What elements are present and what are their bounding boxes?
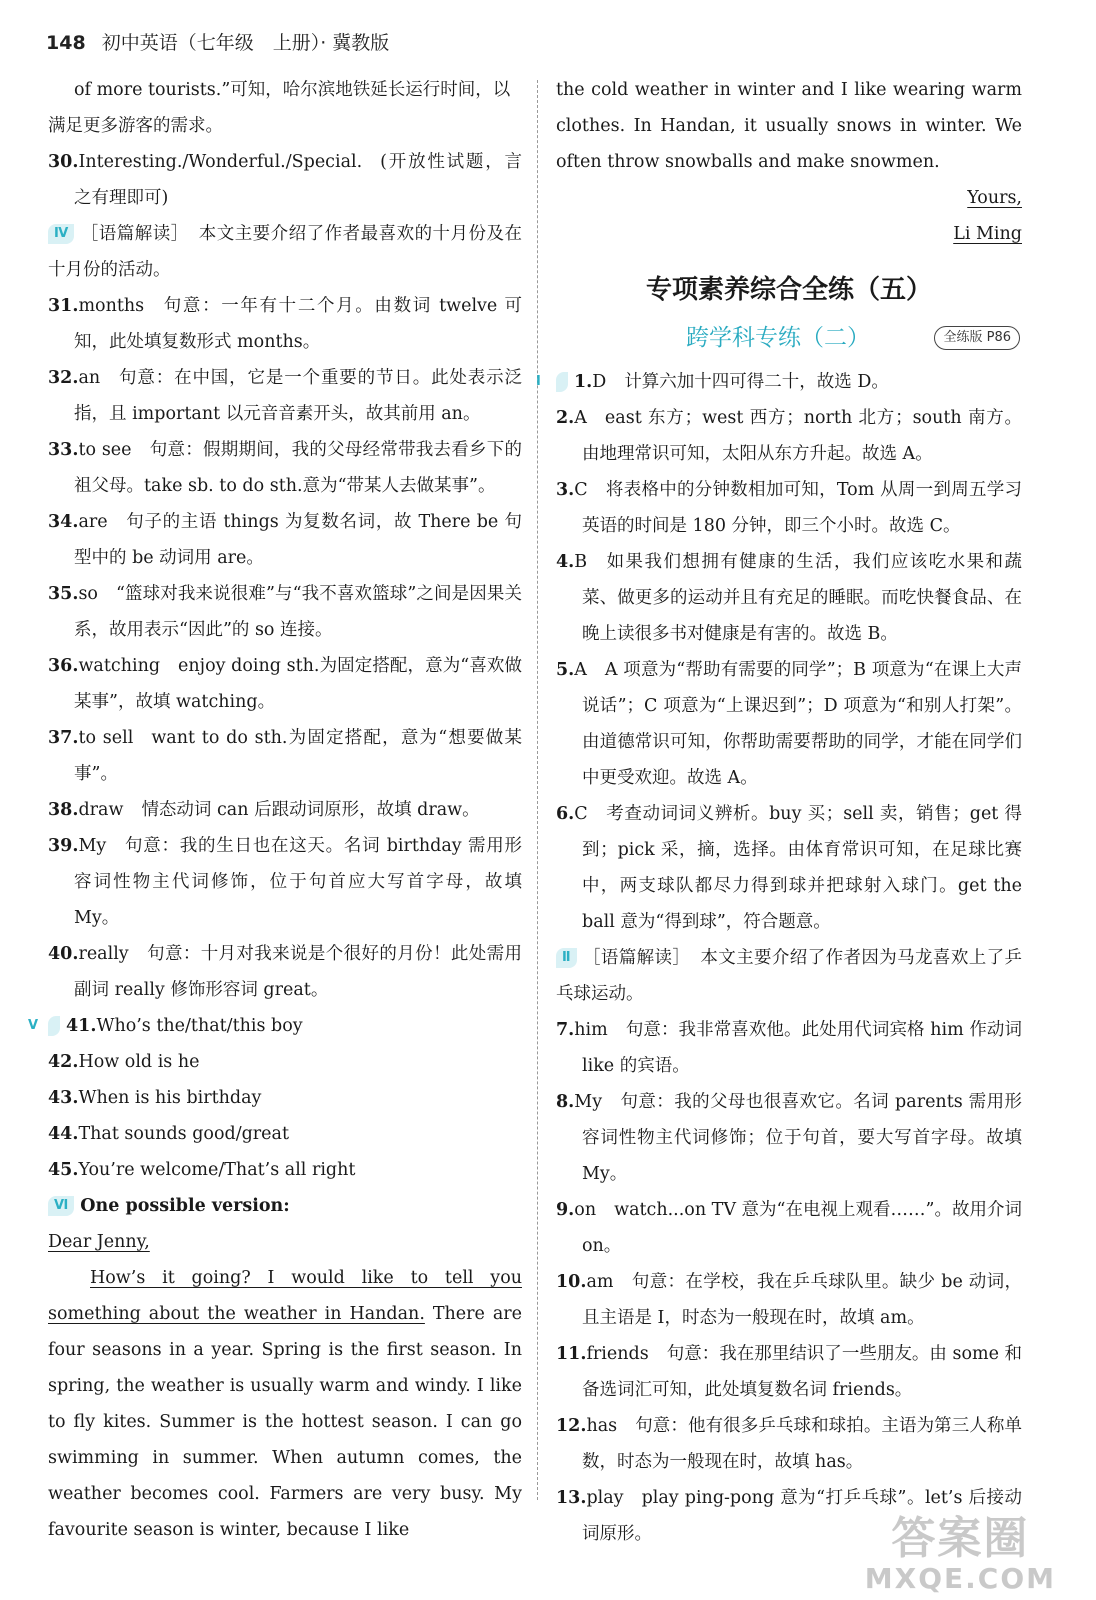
item-explanation: play ping-pong 意为“打乒乓球”。let’s 后接动词原形。 bbox=[582, 1488, 1022, 1544]
letter-body-text: There are four seasons in a year. Spring is the first season. In spring, the weather is usually warm and windy. I like to fly kites. Summer is the hottest season. I can go swimming in summer. When autumn comes, the weather becomes cool. Farmers are very busy. My favourite season is winter, because I like bbox=[48, 1304, 522, 1540]
item-number: 33. bbox=[48, 440, 79, 460]
letter-signature: Li Ming bbox=[953, 224, 1022, 244]
item-answer: My bbox=[78, 836, 107, 856]
item-number: 45. bbox=[48, 1160, 79, 1180]
item-answer: Who’s the/that/this boy bbox=[96, 1016, 303, 1036]
answer-item bbox=[48, 792, 522, 828]
item-number: 30. bbox=[48, 152, 79, 172]
answer-item bbox=[556, 1012, 1022, 1084]
answer-item bbox=[556, 544, 1022, 652]
item-number: 7. bbox=[556, 1020, 575, 1040]
item-answer: B bbox=[574, 552, 588, 572]
item-number: 10. bbox=[556, 1272, 587, 1292]
item-number: 35. bbox=[48, 584, 79, 604]
letter-closing: Yours, bbox=[967, 188, 1022, 208]
letter-body bbox=[48, 1260, 522, 1548]
item-number: 38. bbox=[48, 800, 79, 820]
left-column bbox=[28, 72, 523, 1548]
answer-item bbox=[48, 648, 522, 720]
item-answer: watching bbox=[78, 656, 161, 676]
item-answer: play bbox=[586, 1488, 624, 1508]
answer-item bbox=[48, 432, 522, 504]
item-explanation: enjoy doing sth.为固定搭配，意为“喜欢做某事”，故填 watching。 bbox=[74, 656, 522, 712]
column-divider bbox=[537, 80, 538, 1500]
answer-item bbox=[556, 1264, 1022, 1336]
answer-item bbox=[556, 1408, 1022, 1480]
item-answer: really bbox=[78, 944, 129, 964]
answer-item bbox=[48, 360, 522, 432]
item-answer: an bbox=[78, 368, 101, 388]
item-answer: Interesting./Wonderful./Special. bbox=[78, 152, 363, 172]
item-answer: How old is he bbox=[78, 1052, 200, 1072]
item-number: 2. bbox=[556, 408, 575, 428]
item-number: 12. bbox=[556, 1416, 587, 1436]
answer-item bbox=[48, 144, 522, 216]
item-answer: C bbox=[574, 480, 588, 500]
section-4-icon: Ⅳ bbox=[48, 224, 74, 244]
item-explanation: 句意：在学校，我在乒乓球队里。缺少 be 动词，且主语是 I，时态为一般现在时，故填 am。 bbox=[582, 1272, 1022, 1328]
item-explanation: want to do sth.为固定搭配，意为“想要做某事”。 bbox=[74, 728, 522, 784]
section-summary: 本文主要介绍了作者最喜欢的十月份及在十月份的活动。 bbox=[48, 224, 523, 280]
item-explanation: 句意：我的父母也很喜欢它。名词 parents 需用形容词性物主代词修饰；位于句首，要大写首字母。故填 My。 bbox=[582, 1092, 1022, 1184]
item-explanation: 句意：我的生日也在这天。名词 birthday 需用形容词性物主代词修饰，位于句首应大写首字母，故填 My。 bbox=[74, 836, 522, 928]
answer-item bbox=[48, 576, 522, 648]
item-answer: A bbox=[574, 660, 587, 680]
item-explanation: east 东方；west 西方；north 北方；south 南方。由地理常识可知，太阳从东方升起。故选 A。 bbox=[582, 408, 1022, 464]
letter-salutation: Dear Jenny, bbox=[48, 1232, 150, 1252]
answer-item bbox=[556, 400, 1022, 472]
item-explanation: 将表格中的分钟数相加可知，Tom 从周一到周五学习英语的时间是 180 分钟，即三个小时。故选 C。 bbox=[582, 480, 1022, 536]
item-explanation: “篮球对我来说很难”与“我不喜欢篮球”之间是因果关系，故用表示“因此”的 so 连接。 bbox=[74, 584, 522, 640]
item-number: 5. bbox=[556, 660, 575, 680]
item-answer: My bbox=[574, 1092, 603, 1112]
answer-item bbox=[48, 828, 522, 936]
answer-item bbox=[48, 288, 522, 360]
section-4-reading bbox=[48, 216, 522, 288]
section-6-icon: Ⅵ bbox=[48, 1196, 74, 1216]
section-tag: ［语篇解读］ bbox=[80, 224, 189, 244]
item-number: 44. bbox=[48, 1124, 79, 1144]
sub-section-title: 跨学科专练（二） bbox=[686, 325, 870, 351]
page-header bbox=[46, 28, 389, 55]
item-explanation: A 项意为“帮助有需要的同学”；B 项意为“在课上大声说话”；C 项意为“上课迟到”；D 项意为“和别人打架”。由道德常识可知，你帮助需要帮助的同学，才能在同学们中更受欢迎。故选 A。 bbox=[582, 660, 1022, 788]
item-number: 36. bbox=[48, 656, 79, 676]
item-explanation: 计算六加十四可得二十，故选 D。 bbox=[624, 372, 889, 392]
item-number: 9. bbox=[556, 1200, 575, 1220]
item-answer: to see bbox=[78, 440, 132, 460]
item-explanation: 如果我们想拥有健康的生活，我们应该吃水果和蔬菜、做更多的运动并且有充足的睡眠。而吃快餐食品、在晚上读很多书对健康是有害的。故选 B。 bbox=[582, 552, 1022, 644]
section-6-label: One possible version: bbox=[80, 1196, 290, 1216]
item-number: 39. bbox=[48, 836, 79, 856]
item-answer: to sell bbox=[78, 728, 134, 748]
item-number: 13. bbox=[556, 1488, 587, 1508]
item-explanation: 句意：一年有十二个月。由数词 twelve 可知，此处填复数形式 months。 bbox=[74, 296, 522, 352]
letter-continued: the cold weather in winter and I like wearing warm clothes. In Handan, it usually snows in winter. We often throw snowballs and make snowmen. Yours, Li Ming bbox=[556, 80, 1022, 244]
book-title: 初中英语（七年级 上册）· 冀教版 bbox=[101, 32, 390, 54]
item-number: 34. bbox=[48, 512, 79, 532]
item-answer: him bbox=[574, 1020, 608, 1040]
item-answer: That sounds good/great bbox=[78, 1124, 289, 1144]
answer-item bbox=[48, 720, 522, 792]
item-explanation: 句意：我在那里结识了一些朋友。由 some 和备选词汇可知，此处填复数名词 friends。 bbox=[582, 1344, 1022, 1400]
item-explanation: 句意：假期期间，我的父母经常带我去看乡下的祖父母。take sb. to do sth.意为“带某人去做某事”。 bbox=[74, 440, 522, 496]
answer-item bbox=[556, 796, 1022, 940]
item-explanation: 句意：十月对我来说是个很好的月份！此处需用副词 really 修饰形容词 great。 bbox=[74, 944, 522, 1000]
answer-item bbox=[556, 1336, 1022, 1408]
item-explanation: 句意：他有很多乒乓球和球拍。主语为第三人称单数，时态为一般现在时，故填 has。 bbox=[582, 1416, 1022, 1472]
item-answer: You’re welcome/That’s all right bbox=[78, 1160, 356, 1180]
item-explanation: 考查动词词义辨析。buy 买；sell 卖，销售；get 得到；pick 采，摘，选择。由体育常识可知，在足球比赛中，两支球队都尽力得到球并把球射入球门。get the ball 意为“得到球”，符合题意。 bbox=[582, 804, 1022, 932]
item-number: 31. bbox=[48, 296, 79, 316]
item-number: 6. bbox=[556, 804, 575, 824]
answer-item bbox=[48, 936, 522, 1008]
answer-item bbox=[556, 1084, 1022, 1192]
item-number: 11. bbox=[556, 1344, 587, 1364]
item-answer: so bbox=[78, 584, 98, 604]
item-number: 37. bbox=[48, 728, 79, 748]
item-answer: draw bbox=[78, 800, 124, 820]
page-reference-badge: 全练版 P86 bbox=[934, 326, 1020, 350]
item-number: 32. bbox=[48, 368, 79, 388]
item-answer: on bbox=[574, 1200, 597, 1220]
section-icon: Ⅰ bbox=[556, 372, 568, 392]
site-watermark: 答案圈 MXQE.COM bbox=[864, 1513, 1056, 1595]
item-answer: friends bbox=[586, 1344, 649, 1364]
item-answer: When is his birthday bbox=[78, 1088, 262, 1108]
item-explanation: 句子的主语 things 为复数名词，故 There be 句型中的 be 动词用 are。 bbox=[74, 512, 522, 568]
sub-title-row bbox=[556, 320, 1022, 360]
answer-item bbox=[48, 1080, 522, 1116]
answer-item bbox=[48, 1116, 522, 1152]
item-number: 8. bbox=[556, 1092, 575, 1112]
item-answer: are bbox=[78, 512, 108, 532]
item-number: 43. bbox=[48, 1088, 79, 1108]
sample-letter bbox=[48, 1224, 522, 1548]
item-explanation: 句意：我非常喜欢他。此处用代词宾格 him 作动词 like 的宾语。 bbox=[582, 1020, 1022, 1076]
letter-opening: How’s it going? I would like to tell you something about the weather in Handan. bbox=[48, 1268, 522, 1324]
section-summary: 本文主要介绍了作者因为马龙喜欢上了乒乓球运动。 bbox=[556, 948, 1023, 1004]
item-number: 4. bbox=[556, 552, 575, 572]
section-icon: Ⅴ bbox=[48, 1016, 60, 1036]
answer-item bbox=[556, 472, 1022, 544]
answer-item bbox=[556, 652, 1022, 796]
item-number: 3. bbox=[556, 480, 575, 500]
item-answer: A bbox=[574, 408, 587, 428]
answer-item bbox=[48, 1152, 522, 1188]
page-number: 148 bbox=[46, 32, 86, 54]
special-section-title: 专项素养综合全练（五） bbox=[645, 275, 932, 305]
answer-item bbox=[48, 1044, 522, 1080]
right-column bbox=[536, 72, 1023, 1552]
item-number: 1. bbox=[574, 372, 593, 392]
item-answer: has bbox=[586, 1416, 618, 1436]
answer-item bbox=[556, 1192, 1022, 1264]
item-explanation: (开放性试题，言之有理即可) bbox=[74, 152, 522, 208]
item-explanation: watch...on TV 意为“在电视上观看……”。故用介词 on。 bbox=[582, 1200, 1022, 1256]
section-6-heading bbox=[48, 1188, 522, 1224]
item-explanation: 情态动词 can 后跟动词原形，故填 draw。 bbox=[141, 800, 480, 820]
item-number: 40. bbox=[48, 944, 79, 964]
section-2-reading bbox=[556, 940, 1022, 1012]
section-2-icon: Ⅱ bbox=[556, 948, 577, 968]
item-answer: C bbox=[574, 804, 588, 824]
answer-item bbox=[536, 364, 1022, 400]
item-number: 42. bbox=[48, 1052, 79, 1072]
item-answer: am bbox=[586, 1272, 614, 1292]
item-answer: months bbox=[78, 296, 145, 316]
answer-item bbox=[48, 504, 522, 576]
answer-item bbox=[28, 1008, 522, 1044]
item-explanation: 句意：在中国，它是一个重要的节日。此处表示泛指，且 important 以元音音素开头，故其前用 an。 bbox=[74, 368, 522, 424]
intro-text: of more tourists.”可知，哈尔滨地铁延长运行时间，以 满足更多游客的需求。 bbox=[48, 80, 511, 136]
section-tag: ［语篇解读］ bbox=[582, 948, 691, 968]
item-answer: D bbox=[592, 372, 607, 392]
item-number: 41. bbox=[66, 1016, 97, 1036]
